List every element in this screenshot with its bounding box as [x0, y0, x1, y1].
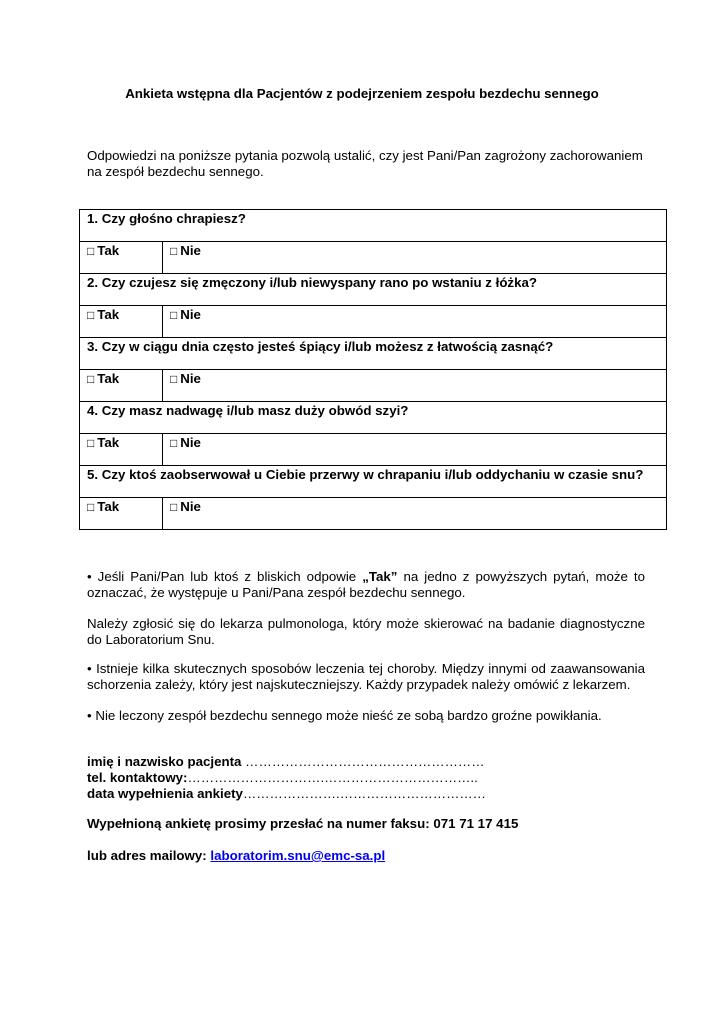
answer-no-5[interactable]: [163, 498, 667, 530]
answer-yes-5[interactable]: [80, 498, 163, 530]
intro-text: Odpowiedzi na poniższe pytania pozwolą ustalić, czy jest Pani/Pan zagrożony zachorowaniem na zespół bezdechu sennego.: [87, 148, 643, 179]
question-1: 1. Czy głośno chrapiesz?: [80, 210, 667, 242]
info-paragraph-3: • Istnieje kilka skutecznych sposobów leczenia tej choroby. Między innymi od zaawansowania schorzenia zależy, który jest najskuteczniejszy. Każdy przypadek należy omówić z lekarzem.: [87, 661, 645, 692]
survey-table: [79, 209, 667, 530]
answer-yes-4[interactable]: [80, 434, 163, 466]
answer-no-2[interactable]: [163, 306, 667, 338]
answer-row: [80, 498, 667, 530]
page-title: Ankieta wstępna dla Pacjentów z podejrzeniem zespołu bezdechu sennego: [125, 86, 599, 101]
answer-no-3[interactable]: [163, 370, 667, 402]
question-row: [80, 274, 667, 306]
question-row: [80, 210, 667, 242]
email-link[interactable]: laboratorim.snu@emc-sa.pl: [210, 848, 386, 863]
no-label: Nie: [180, 499, 201, 514]
answer-yes-2[interactable]: [80, 306, 163, 338]
answer-row: [80, 434, 667, 466]
checkbox-icon[interactable]: □: [170, 308, 178, 322]
yes-label: Tak: [97, 243, 120, 258]
yes-label: Tak: [97, 435, 120, 450]
no-label: Nie: [180, 435, 201, 450]
no-label: Nie: [180, 307, 201, 322]
question-4: 4. Czy masz nadwagę i/lub masz duży obwód szyi?: [80, 402, 667, 434]
checkbox-icon[interactable]: □: [87, 436, 95, 450]
yes-label: Tak: [97, 307, 120, 322]
answer-yes-1[interactable]: [80, 242, 163, 274]
phone-field[interactable]: tel. kontaktowy:………………………….……………………………..: [87, 770, 478, 785]
question-2: 2. Czy czujesz się zmęczony i/lub niewyspany rano po wstaniu z łóżka?: [80, 274, 667, 306]
no-label: Nie: [180, 371, 201, 386]
checkbox-icon[interactable]: □: [170, 372, 178, 386]
yes-label: Tak: [97, 499, 120, 514]
question-3: 3. Czy w ciągu dnia często jesteś śpiący i/lub możesz z łatwością zasnąć?: [80, 338, 667, 370]
checkbox-icon[interactable]: □: [87, 372, 95, 386]
checkbox-icon[interactable]: □: [87, 308, 95, 322]
answer-row: [80, 370, 667, 402]
info-paragraph-4: • Nie leczony zespół bezdechu sennego może nieść ze sobą bardzo groźne powikłania.: [87, 708, 602, 723]
patient-name-field[interactable]: imię i nazwisko pacjenta ………………………………………………: [87, 754, 485, 769]
question-row: [80, 402, 667, 434]
answer-yes-3[interactable]: [80, 370, 163, 402]
checkbox-icon[interactable]: □: [170, 500, 178, 514]
question-5: 5. Czy ktoś zaobserwował u Ciebie przerwy w chrapaniu i/lub oddychaniu w czasie snu?: [80, 466, 667, 498]
checkbox-icon[interactable]: □: [87, 500, 95, 514]
checkbox-icon[interactable]: □: [170, 244, 178, 258]
checkbox-icon[interactable]: □: [87, 244, 95, 258]
fill-date-field[interactable]: data wypełnienia ankiety………………….……………………………: [87, 786, 486, 801]
fax-instruction: Wypełnioną ankietę prosimy przesłać na numer faksu: 071 71 17 415: [87, 816, 519, 831]
checkbox-icon[interactable]: □: [170, 436, 178, 450]
question-row: [80, 466, 667, 498]
answer-row: [80, 242, 667, 274]
answer-row: [80, 306, 667, 338]
yes-label: Tak: [97, 371, 120, 386]
yes-emphasis: „Tak”: [362, 569, 398, 584]
info-paragraph-2: Należy zgłosić się do lekarza pulmonologa, który może skierować na badanie diagnostyczne do Laboratorium Snu.: [87, 616, 645, 647]
answer-no-4[interactable]: [163, 434, 667, 466]
question-row: [80, 338, 667, 370]
mail-instruction: lub adres mailowy: laboratorim.snu@emc-sa.pl: [87, 848, 386, 863]
no-label: Nie: [180, 243, 201, 258]
info-paragraph-1: • Jeśli Pani/Pan lub ktoś z bliskich odpowie „Tak” na jedno z powyższych pytań, może to oznaczać, że występuje u Pani/Pana zespół bezdechu sennego.: [87, 569, 646, 600]
answer-no-1[interactable]: [163, 242, 667, 274]
